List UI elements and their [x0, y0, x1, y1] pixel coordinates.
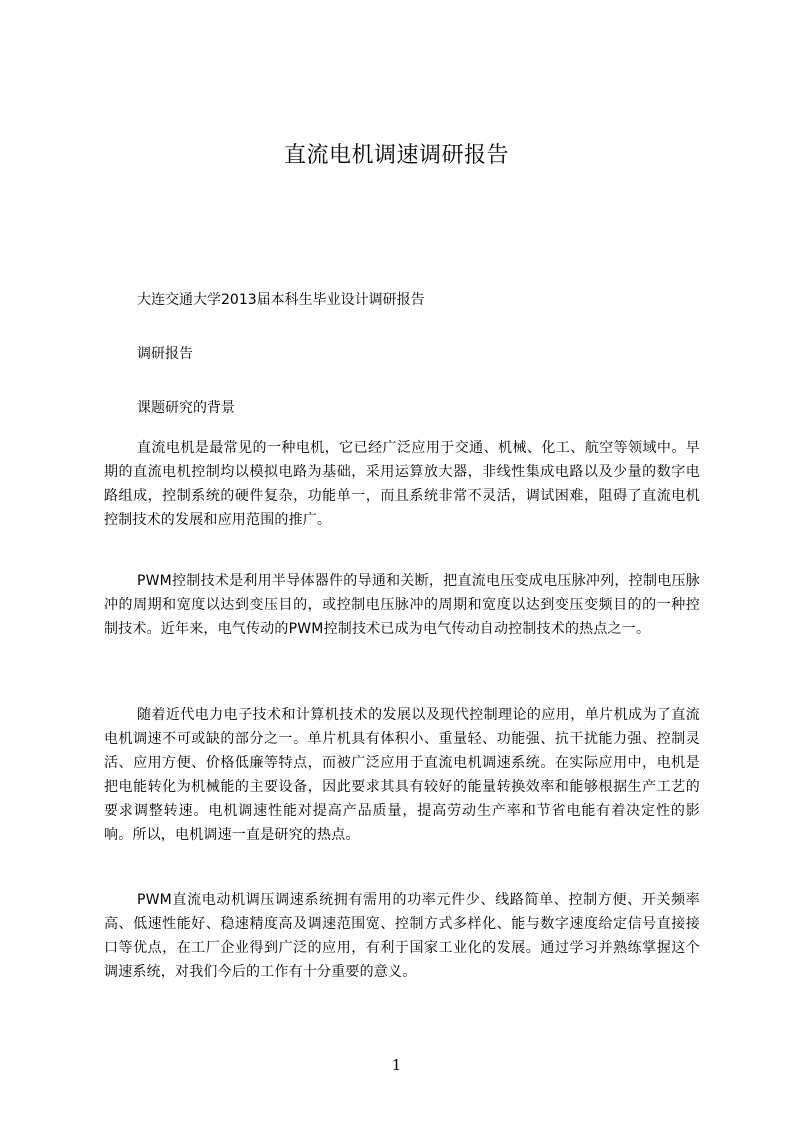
section-heading: 课题研究的背景 — [137, 400, 235, 416]
page-title: 直流电机调速调研报告 — [283, 143, 509, 168]
paragraph-pwm-system: PWM直流电动机调压调速系统拥有需用的功率元件少、线路简单、控制方便、开关频率高、低速性能好、稳速精度高及调速范围宽、控制方式多样化、能与数字速度给定信号直接接口等优点，在工厂企业得到广泛的应用，有利于国家工业化的发展。通过学习并熟练掌握这个调速系统，对我们今后的工作有十分重要的意义。 — [104, 892, 700, 980]
paragraph-background-intro: 直流电机是最常见的一种电机，它已经广泛应用于交通、机械、化工、航空等领域中。早期的直流电机控制均以模拟电路为基础，采用运算放大器，非线性集成电路以及少量的数字电路组成，控制系统的硬件复杂，功能单一，而且系统非常不灵活，调试困难，阻碍了直流电机控制技术的发展和应用范围的推广。 — [104, 440, 700, 528]
section-label: 调研报告 — [137, 346, 193, 362]
paragraph-pwm-control: PWM控制技术是利用半导体器件的导通和关断，把直流电压变成电压脉冲列，控制电压脉冲的周期和宽度以达到变压目的，或控制电压脉冲的周期和宽度以达到变压变频目的的一种控制技术。近年来，电气传动的PWM控制技术已成为电气传动自动控制技术的热点之一。 — [104, 573, 700, 637]
paragraph-microcontroller: 随着近代电力电子技术和计算机技术的发展以及现代控制理论的应用，单片机成为了直流电机调速不可或缺的部分之一。单片机具有体积小、重量轻、功能强、抗干扰能力强、控制灵活、应用方便、价格低廉等特点，而被广泛应用于直流电机调速系统。在实际应用中，电机是把电能转化为机械能的主要设备，因此要求其具有较好的能量转换效率和能够根据生产工艺的要求调整转速。电机调速性能对提高产品质量，提高劳动生产率和节省电能有着决定性的影响。所以，电机调速一直是研究的热点。 — [104, 707, 700, 843]
report-subtitle: 大连交通大学2013届本科生毕业设计调研报告 — [137, 292, 425, 308]
page-number: 1 — [391, 1056, 402, 1074]
